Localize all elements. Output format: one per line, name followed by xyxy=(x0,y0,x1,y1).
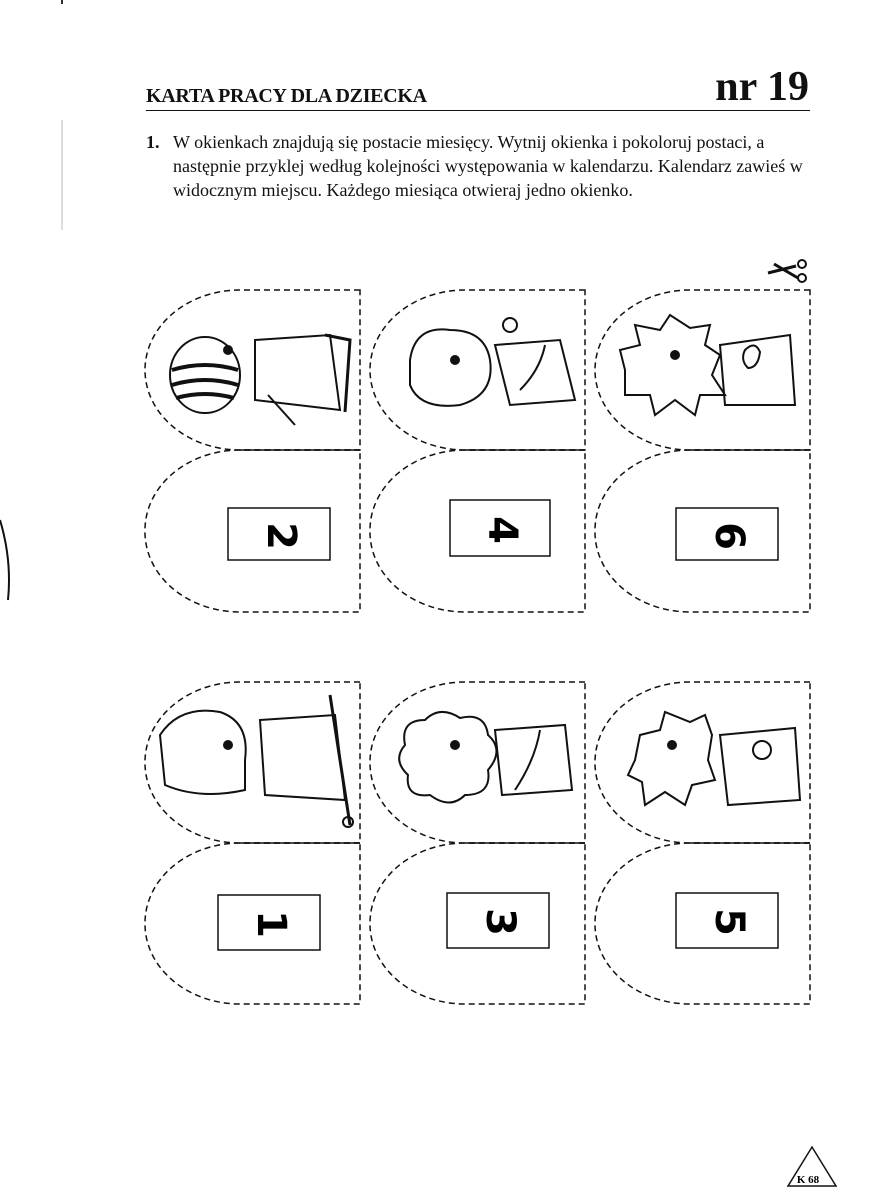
window-top-outline xyxy=(370,682,585,843)
window-panel xyxy=(595,682,810,1004)
winter-child-with-skis-icon xyxy=(160,695,353,827)
window-digit: 6 xyxy=(706,522,752,550)
window-digit: 4 xyxy=(479,516,525,544)
window-top-outline xyxy=(595,682,810,843)
window-bottom-outline xyxy=(145,450,360,612)
window-bottom-outline xyxy=(370,450,585,612)
window-panel xyxy=(370,682,585,1004)
child-with-flower-bouquet-icon xyxy=(628,712,800,805)
summer-child-with-strawberry-icon xyxy=(620,315,795,415)
window-panel xyxy=(370,290,585,612)
task-number: 1. xyxy=(146,132,160,152)
worksheet-number: nr 19 xyxy=(715,64,809,110)
winter-child-with-hat-and-skates-icon xyxy=(170,335,350,425)
window-top-outline xyxy=(370,290,585,450)
window-digit: 5 xyxy=(706,908,752,936)
page-code: K 68 xyxy=(796,1174,820,1186)
window-panel xyxy=(595,290,810,612)
window-digit: 2 xyxy=(258,522,304,550)
window-digit: 1 xyxy=(248,910,294,938)
spring-child-with-willow-branch-icon xyxy=(399,712,572,803)
triangle-icon xyxy=(788,1147,836,1186)
scissors-icon xyxy=(768,260,806,282)
window-top-outline xyxy=(145,682,360,843)
window-top-outline xyxy=(595,290,810,450)
spring-child-with-flower-icon xyxy=(410,318,575,406)
window-panel xyxy=(145,682,360,1004)
window-digit: 3 xyxy=(477,908,523,936)
window-panel xyxy=(145,290,360,612)
worksheet-title: KARTA PRACY DLA DZIECKA xyxy=(146,85,427,107)
task-text: W okienkach znajdują się postacie miesięcy. Wytnij okienka i pokoloruj postaci, a następnie przyklej według kolejności występowania w kalendarzu. Kalendarz zawieś w widocznym miejscu. Każdego miesiąca otwieraj jedno okienko. xyxy=(173,132,803,200)
